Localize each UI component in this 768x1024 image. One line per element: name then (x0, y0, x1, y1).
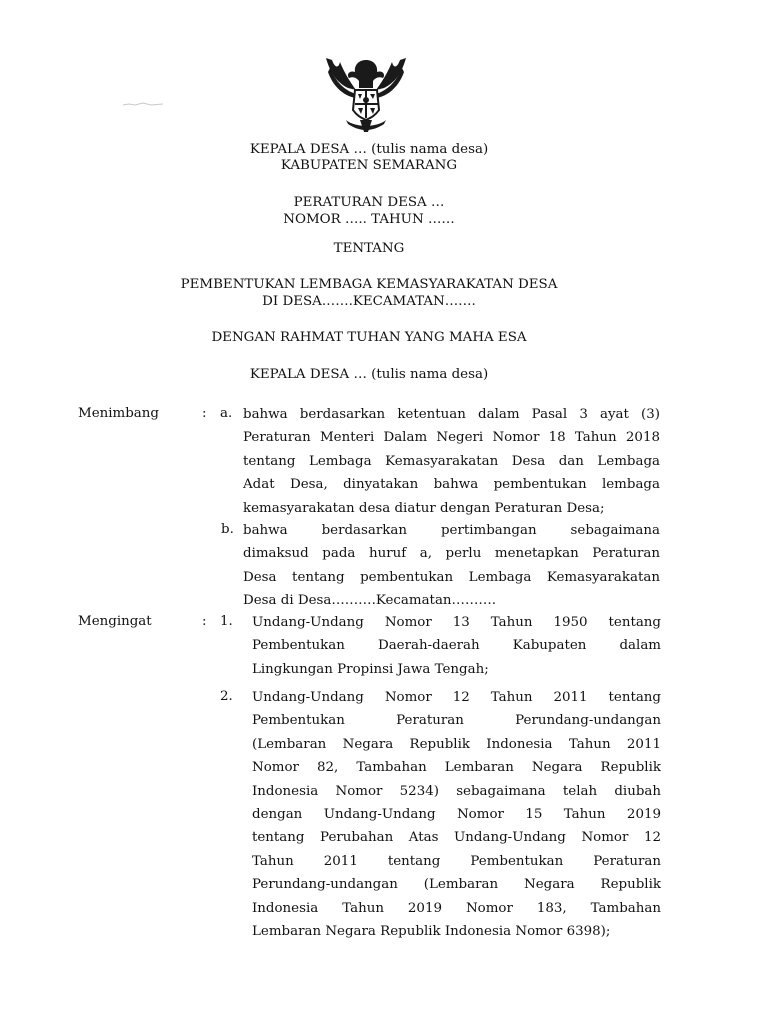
mengingat-2-line: Nomor 82, Tambahan Lembaran Negara Republik (252, 760, 661, 776)
menimbang-b-marker: b. (221, 522, 234, 537)
menimbang-a-line: Peraturan Menteri Dalam Negeri Nomor 18 Tahun 2018 (243, 430, 660, 446)
mengingat-colon: : (202, 614, 207, 629)
menimbang-a-line: bahwa berdasarkan ketentuan dalam Pasal 3 ayat (3) (243, 407, 660, 422)
menimbang-b-line: Desa di Desa……….Kecamatan………. (243, 593, 496, 609)
mengingat-2-line: Pembentukan Peraturan Perundang-undangan (252, 713, 661, 729)
mengingat-2-line: dengan Undang-Undang Nomor 15 Tahun 2019 (252, 807, 661, 823)
mengingat-1-line: Undang-Undang Nomor 13 Tahun 1950 tentang (252, 615, 661, 630)
mengingat-label: Mengingat (78, 614, 152, 629)
menimbang-b-line: dimaksud pada huruf a, perlu menetapkan Peraturan (243, 546, 660, 562)
regulation-title-line-2: DI DESA…….KECAMATAN……. (262, 294, 476, 309)
menimbang-item-a (243, 403, 660, 520)
faint-scan-mark (121, 100, 165, 108)
header-village-head: KEPALA DESA … (tulis nama desa) (249, 142, 489, 157)
menimbang-b-line: bahwa berdasarkan pertimbangan sebagaimana (243, 523, 660, 538)
regulation-number-year: NOMOR ….. TAHUN …… (283, 212, 455, 227)
about-heading: TENTANG (333, 241, 405, 256)
menimbang-a-line: kemasyarakatan desa diatur dengan Peraturan Desa; (243, 500, 605, 516)
menimbang-a-line: tentang Lembaga Kemasyarakatan Desa dan Lembaga (243, 453, 660, 469)
blessing-line: DENGAN RAHMAT TUHAN YANG MAHA ESA (211, 330, 527, 345)
menimbang-item-b (243, 519, 660, 613)
mengingat-item-1 (252, 611, 661, 681)
header-regency: KABUPATEN SEMARANG (280, 158, 458, 173)
mengingat-2-line: tentang Perubahan Atas Undang-Undang Nomor 12 (252, 830, 661, 846)
mengingat-2-marker: 2. (220, 689, 233, 704)
garuda-emblem-icon (320, 48, 412, 134)
mengingat-1-line: Lingkungan Propinsi Jawa Tengah; (252, 661, 489, 677)
mengingat-2-line: Indonesia Tahun 2019 Nomor 183, Tambahan (252, 900, 661, 916)
mengingat-2-line: Perundang-undangan (Lembaran Negara Republik (252, 877, 661, 893)
regulation-title-line-1: PEMBENTUKAN LEMBAGA KEMASYARAKATAN DESA (180, 277, 558, 292)
mengingat-2-line: Undang-Undang Nomor 12 Tahun 2011 tentang (252, 690, 661, 705)
menimbang-colon: : (202, 406, 207, 421)
menimbang-label: Menimbang (78, 406, 159, 421)
menimbang-b-line: Desa tentang pembentukan Lembaga Kemasyarakatan (243, 569, 660, 585)
mengingat-2-line: Indonesia Nomor 5234) sebagaimana telah diubah (252, 783, 661, 799)
menimbang-a-line: Adat Desa, dinyatakan bahwa pembentukan lembaga (243, 477, 660, 493)
mengingat-2-line: Lembaran Negara Republik Indonesia Nomor 6398); (252, 924, 611, 940)
mengingat-1-line: Pembentukan Daerah-daerah Kabupaten dalam (252, 638, 661, 654)
issuer-line: KEPALA DESA … (tulis nama desa) (249, 367, 489, 382)
mengingat-2-line: Tahun 2011 tentang Pembentukan Peraturan (252, 853, 661, 869)
mengingat-2-line: (Lembaran Negara Republik Indonesia Tahun 2011 (252, 736, 661, 752)
regulation-type: PERATURAN DESA … (293, 195, 445, 210)
menimbang-a-marker: a. (220, 406, 233, 421)
mengingat-1-marker: 1. (220, 614, 233, 629)
mengingat-item-2 (252, 686, 661, 943)
